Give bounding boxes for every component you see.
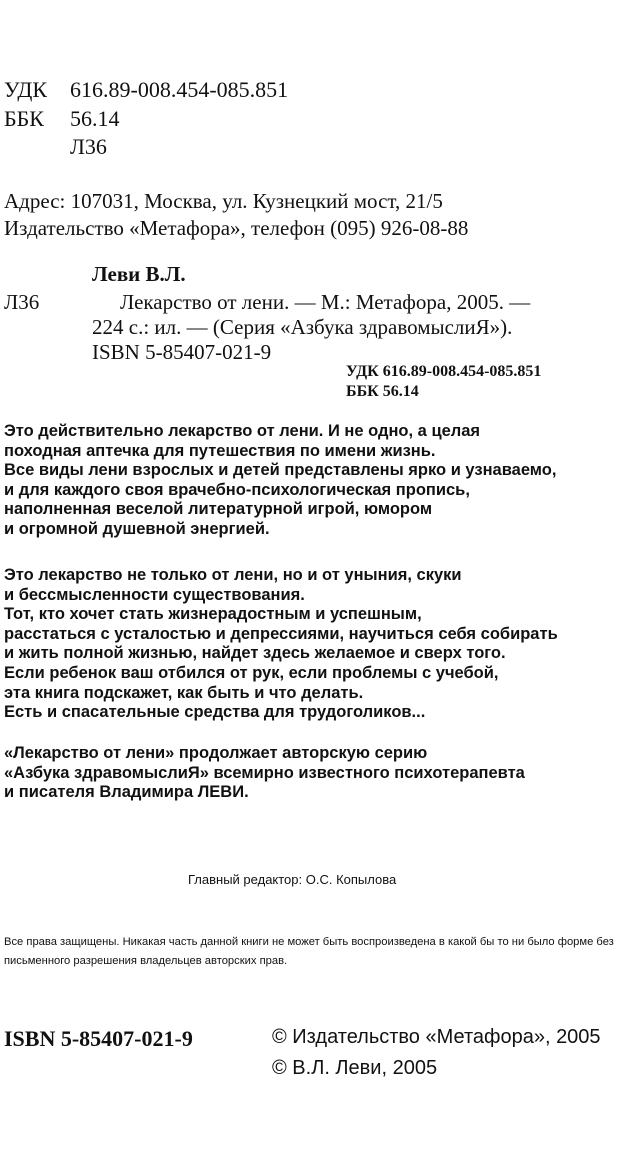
card-description-line-2: 224 с.: ил. — (Серия «Азбука здравомыслиЯ»). [92,315,513,339]
blurb-paragraph-3 [4,744,525,803]
blurb-line: «Лекарство от лени» продолжает авторскую серию [4,744,428,762]
blurb-line: Все виды лени взрослых и детей представлены ярко и узнаваемо, [4,461,557,480]
card-udk: УДК 616.89-008.454-085.851 [346,363,542,380]
blurb-line: эта книга подскажет, как быть и что делать. [4,683,364,702]
udk-label: УДК [4,77,48,102]
address-line-2: Издательство «Метафора», телефон (095) 926-08-88 [4,216,469,240]
blurb-line: расстаться с усталостью и депрессиями, научиться себя собирать [4,624,558,643]
card-author: Леви В.Л. [92,262,186,286]
blurb-paragraph-1 [4,422,556,540]
author-sign: Л36 [70,134,107,159]
blurb-line: Тот, кто хочет стать жизнерадостным и успешным, [4,605,422,624]
bbk-label: ББК [4,106,44,131]
blurb-line: «Азбука здравомыслиЯ» всемирно известного психотерапевта [4,763,525,782]
blurb-line: и для каждого своя врачебно-психологическая пропись, [4,480,470,499]
blurb-line: походная аптечка для путешествия по имени жизнь. [4,441,436,460]
footer-isbn: ISBN 5-85407-021-9 [4,1026,193,1051]
card-isbn: ISBN 5-85407-021-9 [92,340,272,364]
blurb-line: и жить полной жизнью, найдет здесь желаемое и сверх того. [4,644,506,663]
udk-value: 616.89-008.454-085.851 [70,77,289,102]
card-classification [346,362,541,402]
copyright-publisher: © Издательство «Метафора», 2005 [272,1026,601,1048]
bbk-line [4,105,120,133]
blurb-line: Это лекарство не только от лени, но и от уныния, скуки [4,566,462,584]
blurb-line: и бессмысленности существования. [4,585,305,604]
card-description-line-1: Лекарство от лени. — М.: Метафора, 2005. — [120,290,531,314]
copyright-author: © В.Л. Леви, 2005 [272,1057,438,1079]
blurb-line: Это действительно лекарство от лени. И не одно, а целая [4,422,481,440]
chief-editor: Главный редактор: О.С. Копылова [188,872,397,887]
card-bbk: ББК 56.14 [346,383,419,400]
udk-line [4,76,288,104]
blurb-line: Есть и спасательные средства для трудоголиков... [4,703,426,722]
blurb-paragraph-2 [4,566,558,723]
blurb-line: Если ребенок ваш отбился от рук, если проблемы с учебой, [4,663,499,682]
address-line-1: Адрес: 107031, Москва, ул. Кузнецкий мост, 21/5 [4,189,443,213]
card-sign: Л36 [4,290,40,314]
bbk-value: 56.14 [70,106,120,131]
rights-notice: Все права защищены. Никакая часть данной книги не может быть воспроизведена в какой бы то ни было форме без письменного разрешения владельцев авторских прав. [4,936,614,967]
blurb-line: наполненная веселой литературной игрой, юмором [4,500,433,519]
blurb-line: и писателя Владимира ЛЕВИ. [4,783,249,802]
blurb-line: и огромной душевной энергией. [4,519,270,538]
